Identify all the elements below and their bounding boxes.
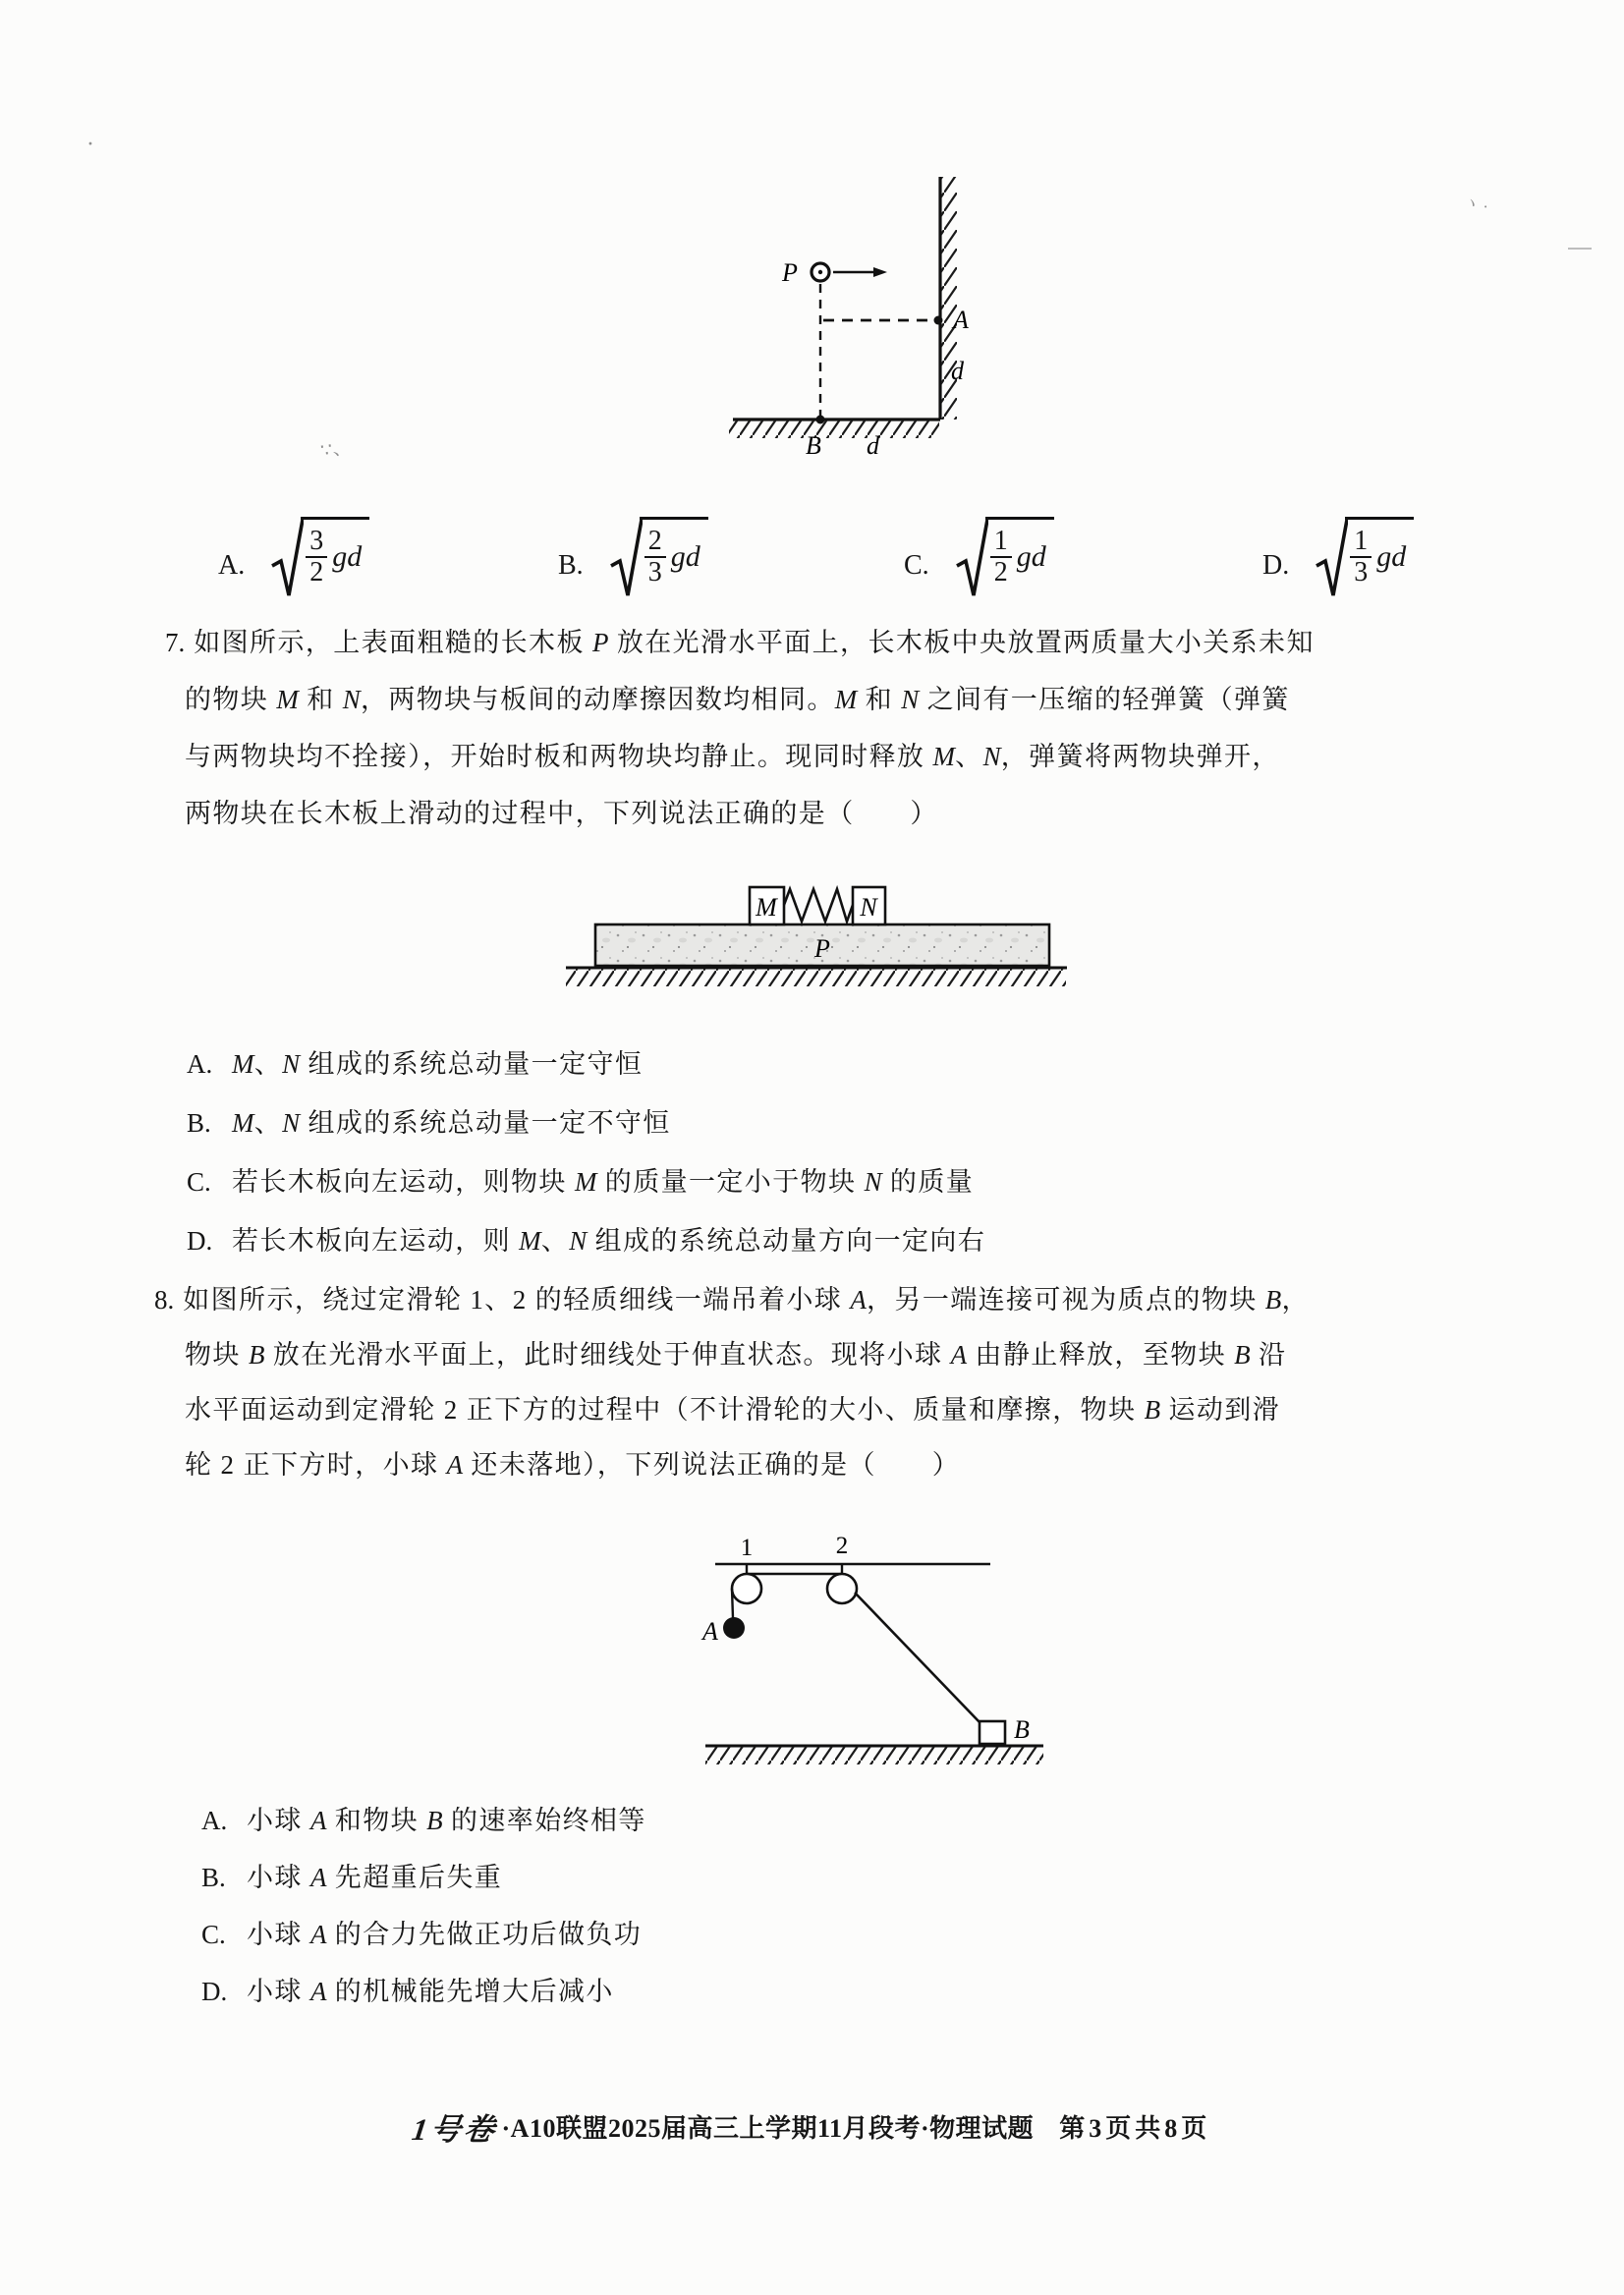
radical-icon (609, 517, 643, 601)
exam-brand-logo: 1号卷 (410, 2112, 500, 2147)
q7-stem-line-4: 两物块在长木板上滑动的过程中，下列说法正确的是（ ） (185, 799, 938, 828)
ground-hatching (705, 1747, 1043, 1764)
fraction-numerator: 3 (309, 526, 324, 556)
fraction-numerator: 1 (993, 526, 1008, 556)
q6-option-d (1262, 513, 1414, 601)
label-p: P (814, 934, 830, 963)
q8-option-b (201, 1861, 502, 1894)
option-label: C. (187, 1167, 211, 1197)
q8-stem-text: 如图所示，绕过定滑轮 1、2 的轻质细线一端吊着小球 A，另一端连接可视为质点的物块 B， (183, 1285, 1310, 1315)
label-b: B (1014, 1715, 1030, 1744)
ball-a (723, 1617, 745, 1639)
q6-option-b (558, 513, 708, 601)
fraction-denominator: 3 (1350, 556, 1372, 588)
expression-tail: gd (1016, 540, 1046, 573)
q6-option-c (904, 513, 1054, 601)
q8-stem-line-4: 轮 2 正下方时，小球 A 还未落地），下列说法正确的是（ ） (185, 1450, 961, 1480)
fraction-numerator: 2 (647, 526, 662, 556)
option-label: D. (201, 1977, 228, 2006)
q7-option-a (187, 1047, 643, 1081)
footer-exam-title: ·A10联盟2025届高三上学期11月段考·物理试题 (501, 2114, 1035, 2143)
scan-speck: ヽ· (1461, 192, 1494, 218)
scan-speck: ∵、 (318, 436, 353, 463)
velocity-arrow-head (873, 267, 887, 277)
q6-projectile-wall-diagram (727, 155, 1051, 479)
option-text: M、N 组成的系统总动量一定不守恒 (232, 1108, 671, 1138)
block-b (980, 1721, 1005, 1744)
option-text: M、N 组成的系统总动量一定守恒 (232, 1049, 644, 1079)
option-label: C. (201, 1920, 226, 1949)
sqrt-expression (609, 517, 708, 601)
label-a: A (702, 1617, 718, 1646)
point-b (816, 416, 825, 424)
sqrt-expression (1315, 517, 1414, 601)
pulley-1 (732, 1574, 761, 1603)
spring (784, 889, 853, 922)
q7-option-c (187, 1165, 974, 1199)
option-label: D. (1262, 550, 1290, 581)
footer-page-number: 第3页共8页 (1059, 2114, 1211, 2143)
expression-tail: gd (670, 540, 700, 573)
label-d-wall: d (951, 357, 964, 385)
option-label: A. (201, 1806, 228, 1835)
q7-number: 7. (165, 628, 186, 657)
option-text: 若长木板向左运动，则 M、N 组成的系统总动量方向一定向右 (232, 1226, 986, 1256)
q8-stem-line-1 (154, 1283, 1310, 1316)
label-a: A (953, 306, 969, 334)
label-n: N (860, 893, 877, 922)
page-footer (410, 2104, 1211, 2149)
option-label: A. (218, 550, 246, 581)
option-text: 若长木板向左运动，则物块 M 的质量一定小于物块 N 的质量 (232, 1167, 975, 1197)
q7-stem-line-1 (165, 626, 1315, 659)
ground-hatching (729, 420, 939, 438)
string-to-ball-a (732, 1589, 733, 1618)
q7-option-b (187, 1106, 671, 1140)
scan-dash (1568, 248, 1592, 250)
q7-stem-text: 如图所示，上表面粗糙的长木板 P 放在光滑水平面上，长木板中央放置两质量大小关系未知 (194, 628, 1315, 657)
q8-stem-line-2: 物块 B 放在光滑水平面上，此时细线处于伸直状态。现将小球 A 由静止释放，至物块 B 沿 (185, 1340, 1287, 1370)
fraction-denominator: 2 (306, 556, 327, 588)
option-text: 小球 A 先超重后失重 (247, 1863, 503, 1892)
q8-option-c (201, 1918, 642, 1951)
option-label: D. (187, 1226, 213, 1256)
option-label: A. (187, 1049, 213, 1079)
radical-icon (1315, 517, 1348, 601)
option-text: 小球 A 的机械能先增大后减小 (247, 1977, 614, 2006)
option-label: B. (558, 550, 584, 581)
q7-option-d (187, 1224, 985, 1258)
q8-option-a (201, 1804, 646, 1837)
sqrt-expression (270, 517, 369, 601)
option-label: C. (904, 550, 929, 581)
radical-icon (955, 517, 988, 601)
expression-tail: gd (1376, 540, 1407, 573)
string-to-block-b (855, 1593, 980, 1722)
label-pulley-2: 2 (835, 1533, 849, 1559)
q8-option-d (201, 1975, 614, 2008)
q8-pulleys-diagram (644, 1518, 1115, 1783)
option-label: B. (201, 1863, 226, 1892)
label-d-ground: d (867, 431, 879, 460)
option-text: 小球 A 和物块 B 的速率始终相等 (247, 1806, 646, 1835)
fraction-denominator: 3 (644, 556, 666, 588)
scan-speck: · (86, 132, 94, 157)
fraction-numerator: 1 (1354, 526, 1369, 556)
q7-stem-line-2: 的物块 M 和 N，两物块与板间的动摩擦因数均相同。M 和 N 之间有一压缩的轻弹簧（弹簧 (185, 685, 1290, 714)
q6-option-a (218, 513, 369, 601)
option-text: 小球 A 的合力先做正功后做负功 (247, 1920, 643, 1949)
particle-p-center (818, 270, 822, 274)
q8-stem-line-3: 水平面运动到定滑轮 2 正下方的过程中（不计滑轮的大小、质量和摩擦，物块 B 运动到滑 (185, 1395, 1281, 1425)
q8-number: 8. (154, 1285, 175, 1315)
q7-stem-line-3: 与两物块均不拴接），开始时板和两物块均静止。现同时释放 M、N，弹簧将两物块弹开， (185, 742, 1280, 771)
q7-board-spring-diagram (563, 877, 1074, 1000)
sqrt-expression (955, 517, 1054, 601)
label-m: M (756, 893, 777, 922)
point-a (934, 316, 943, 325)
option-label: B. (187, 1108, 211, 1138)
label-p: P (782, 258, 798, 287)
label-b: B (806, 431, 821, 460)
fraction-denominator: 2 (990, 556, 1012, 588)
ground-hatching (566, 969, 1066, 986)
expression-tail: gd (332, 540, 363, 573)
label-pulley-1: 1 (740, 1535, 754, 1561)
radical-icon (270, 517, 304, 601)
pulley-2 (827, 1574, 857, 1603)
